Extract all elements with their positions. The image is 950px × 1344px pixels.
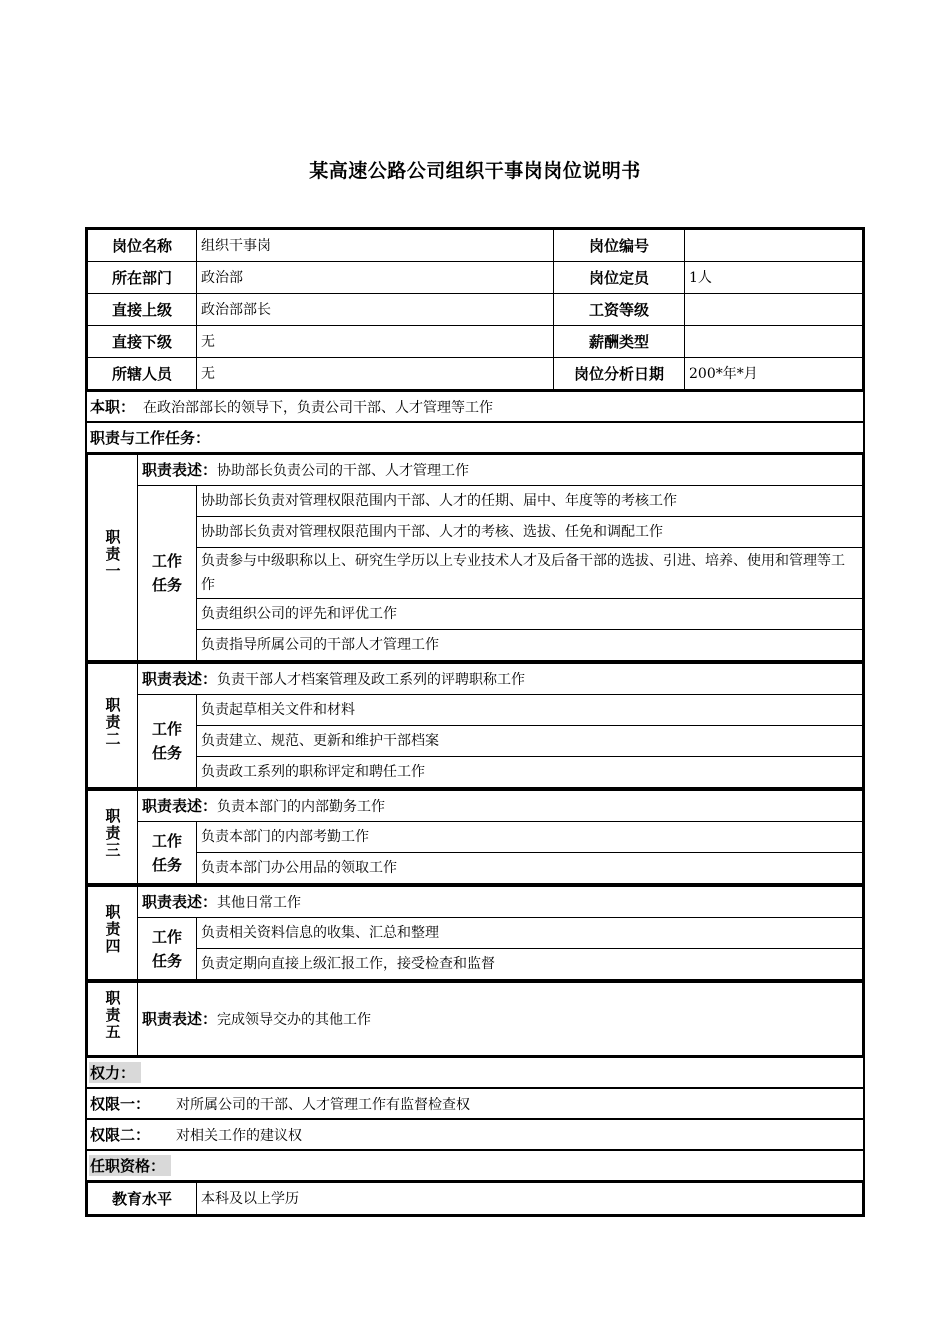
- duty-desc-label: 职责表述：: [142, 1009, 218, 1028]
- field-label: 所在部门: [88, 262, 197, 294]
- duty-desc-label: 职责表述：: [142, 460, 218, 479]
- field-value: 组织干事岗: [197, 230, 554, 262]
- job-description-form: [85, 227, 865, 1217]
- duty-block: [85, 886, 865, 982]
- duty-block: [85, 982, 865, 1058]
- field-label: 直接上级: [88, 294, 197, 326]
- task-item: 负责政工系列的职称评定和聘任工作: [197, 757, 863, 788]
- duty-desc-text: 负责干部人才档案管理及政工系列的评聘职称工作: [217, 671, 526, 688]
- duty-desc: [138, 983, 863, 1056]
- duty-desc-label: 职责表述：: [142, 796, 218, 815]
- duty-block: [85, 790, 865, 886]
- duty-table: [87, 982, 863, 1056]
- field-value: 200*年*月: [685, 358, 863, 390]
- field-label: 岗位名称: [88, 230, 197, 262]
- duty-desc-label: 职责表述：: [142, 669, 218, 688]
- duties-header-label: 职责与工作任务：: [90, 429, 211, 447]
- field-value: [685, 230, 863, 262]
- task-item: 负责建立、规范、更新和维护干部档案: [197, 726, 863, 757]
- power-item-label: 权限一：: [90, 1095, 151, 1113]
- duty-desc: [138, 455, 863, 486]
- task-label: 工作任务: [138, 918, 197, 980]
- duty-desc: [138, 887, 863, 918]
- power-item-text: 对相关工作的建议权: [176, 1127, 303, 1144]
- basic-info-row: [88, 294, 863, 326]
- field-value: 政治部: [197, 262, 554, 294]
- duty-block: [85, 454, 865, 663]
- task-item: 负责参与中级职称以上、研究生学历以上专业技术人才及后备干部的选拔、引进、培养、使用和管理等工作: [197, 548, 863, 599]
- field-value: 无: [197, 358, 554, 390]
- duty-desc-text: 协助部长负责公司的干部、人才管理工作: [217, 462, 470, 479]
- task-item: 负责组织公司的评先和评优工作: [197, 599, 863, 630]
- qualification-header: [85, 1151, 865, 1182]
- duty-desc-text: 负责本部门的内部勤务工作: [217, 798, 386, 815]
- duties-header: [85, 423, 865, 454]
- field-value: 1人: [685, 262, 863, 294]
- task-item: 负责起草相关文件和材料: [197, 695, 863, 726]
- benzhi-row: [85, 392, 865, 423]
- duty-label: 职责一: [88, 455, 138, 661]
- field-label: 薪酬类型: [554, 326, 685, 358]
- qualification-header-label: 任职资格：: [89, 1155, 171, 1176]
- field-value: [685, 326, 863, 358]
- field-label: 所辖人员: [88, 358, 197, 390]
- task-item: 负责本部门的内部考勤工作: [197, 822, 863, 853]
- power-header-label: 权力：: [89, 1062, 141, 1083]
- field-label: 工资等级: [554, 294, 685, 326]
- duty-block: [85, 663, 865, 790]
- task-item: 协助部长负责对管理权限范围内干部、人才的任期、届中、年度等的考核工作: [197, 486, 863, 517]
- duty-label: 职责四: [88, 887, 138, 980]
- duty-table: [87, 454, 863, 661]
- duty-label: 职责三: [88, 791, 138, 884]
- duty-table: [87, 886, 863, 980]
- benzhi-label: 本职：: [90, 398, 136, 416]
- task-label: 工作任务: [138, 822, 197, 884]
- task-item: 负责本部门办公用品的领取工作: [197, 853, 863, 884]
- duty-desc-label: 职责表述：: [142, 892, 218, 911]
- field-label: 岗位编号: [554, 230, 685, 262]
- duty-table: [87, 663, 863, 788]
- power-item: [85, 1089, 865, 1120]
- benzhi-text: 在政治部部长的领导下，负责公司干部、人才管理等工作: [143, 399, 494, 416]
- task-label: 工作任务: [138, 486, 197, 661]
- basic-info-table: [87, 229, 863, 390]
- basic-info-row: [88, 358, 863, 390]
- field-label: 岗位定员: [554, 262, 685, 294]
- duty-table: [87, 790, 863, 884]
- basic-info-row: [88, 262, 863, 294]
- duty-desc-text: 完成领导交办的其他工作: [217, 1011, 372, 1028]
- task-label: 工作任务: [138, 695, 197, 788]
- document-title: 某高速公路公司组织干事岗岗位说明书: [309, 160, 641, 182]
- qualification-value: 本科及以上学历: [197, 1183, 863, 1215]
- field-label: 岗位分析日期: [554, 358, 685, 390]
- duty-label: 职责五: [88, 983, 138, 1056]
- basic-info-row: [88, 230, 863, 262]
- power-item-label: 权限二：: [90, 1126, 151, 1144]
- power-header: [85, 1058, 865, 1089]
- duty-desc: [138, 664, 863, 695]
- field-value: 无: [197, 326, 554, 358]
- field-value: 政治部部长: [197, 294, 554, 326]
- duty-label: 职责二: [88, 664, 138, 788]
- qualification-block: [85, 1182, 865, 1217]
- task-item: 负责定期向直接上级汇报工作，接受检查和监督: [197, 949, 863, 980]
- task-item: 协助部长负责对管理权限范围内干部、人才的考核、选拔、任免和调配工作: [197, 517, 863, 548]
- power-item: [85, 1120, 865, 1151]
- task-item: 负责指导所属公司的干部人才管理工作: [197, 630, 863, 661]
- field-label: 直接下级: [88, 326, 197, 358]
- duty-desc-text: 其他日常工作: [217, 894, 302, 911]
- qualification-table: [87, 1182, 863, 1215]
- basic-info-row: [88, 326, 863, 358]
- basic-info-block: [85, 227, 865, 392]
- task-item: 负责相关资料信息的收集、汇总和整理: [197, 918, 863, 949]
- field-value: [685, 294, 863, 326]
- duty-desc: [138, 791, 863, 822]
- qualification-label: 教育水平: [88, 1183, 197, 1215]
- power-item-text: 对所属公司的干部、人才管理工作有监督检查权: [176, 1096, 471, 1113]
